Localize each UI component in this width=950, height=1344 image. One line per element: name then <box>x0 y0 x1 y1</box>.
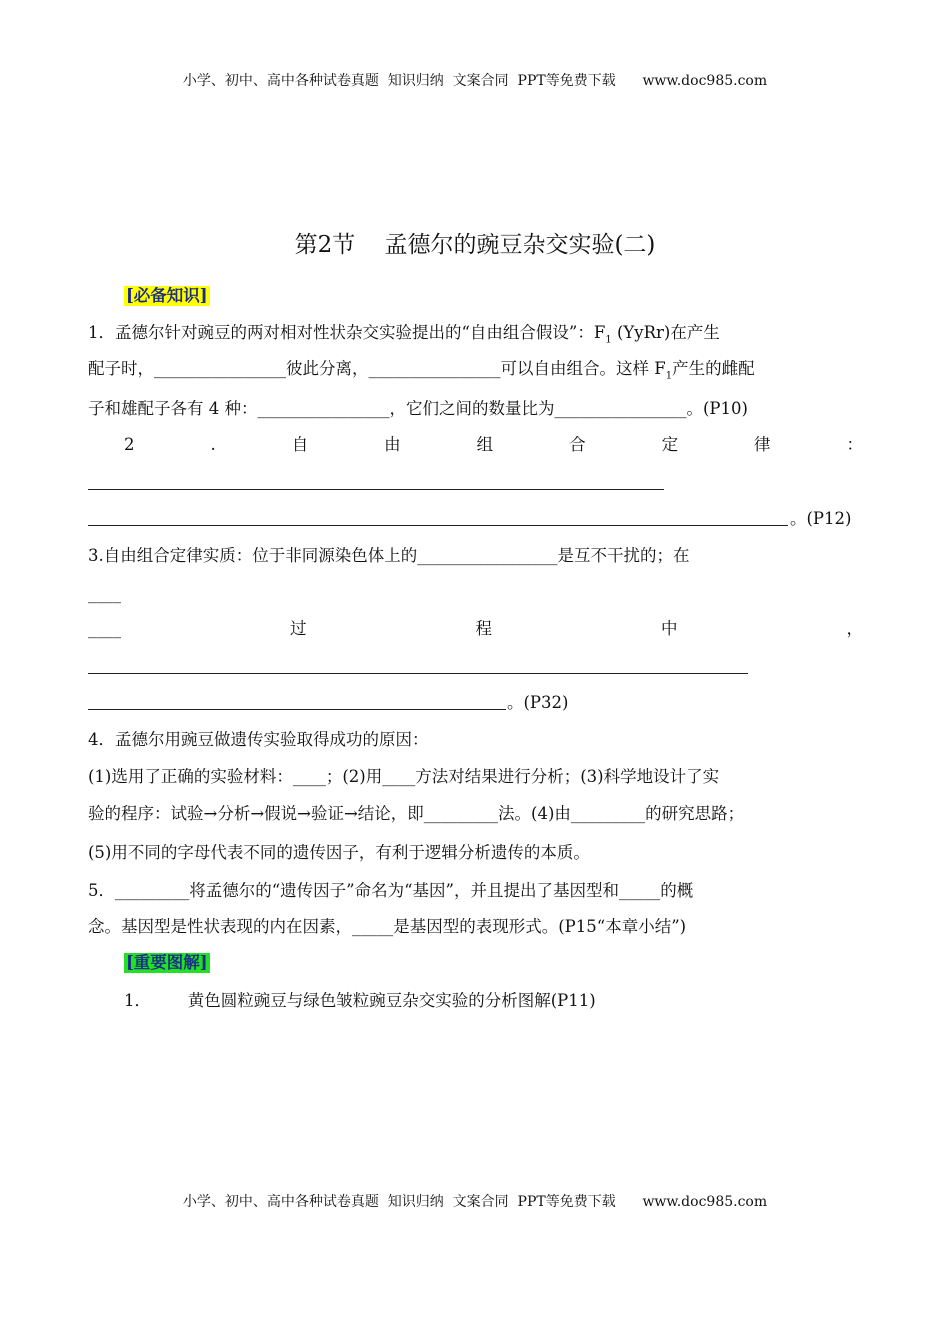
q2-page-ref: 。(P12) <box>790 509 852 528</box>
q4-line-4: (5)用不同的字母代表不同的遗传因子，有利于逻辑分析遗传的本质。 <box>88 843 590 862</box>
q3-line-2: ____ <box>88 584 121 603</box>
q5-line-2: 念。基因型是性状表现的内在因素，_____是基因型的表现形式。(P15“本章小结”) <box>88 917 687 936</box>
q3-line-3: ____ 过 程 中 ， <box>88 619 863 638</box>
q4-line-2: (1)选用了正确的实验材料：____；(2)用____方法对结果进行分析；(3)科学地设计了实 <box>88 767 720 786</box>
page-footer: 小学、初中、高中各种试卷真题 知识归纳 文案合同 PPT等免费下载 www.doc985.com <box>182 1194 768 1210</box>
q3-answer-blank-1[interactable] <box>88 673 748 674</box>
q2-answer-blank-1[interactable] <box>88 489 664 490</box>
q5-line-1: 5．_________将孟德尔的“遗传因子”命名为“基因”，并且提出了基因型和_____的概 <box>88 881 694 900</box>
section-label-required-knowledge: [必备知识] <box>126 286 208 305</box>
q1-line-2: 配子时，________________彼此分离，________________可以自由组合。这样 $F_1$产生的雌配 <box>88 359 755 382</box>
page-title: 第2节 孟德尔的豌豆杂交实验(二) <box>294 232 656 258</box>
page-header: 小学、初中、高中各种试卷真题 知识归纳 文案合同 PPT等免费下载 www.doc985.com <box>182 73 768 89</box>
q3-page-ref: 。(P32) <box>507 693 569 712</box>
section-label-key-diagrams: [重要图解] <box>126 953 208 972</box>
q2-heading: 2 . 自 由 组 合 定 律 ： <box>124 435 863 454</box>
q2-answer-blank-2[interactable] <box>88 525 788 526</box>
q1-line-3: 子和雄配子各有 4 种：________________，它们之间的数量比为________________。(P10) <box>88 399 748 418</box>
q4-line-1: 4．孟德尔用豌豆做遗传实验取得成功的原因： <box>88 730 429 749</box>
q4-line-3: 验的程序：试验→分析→假说→验证→结论，即_________法。(4)由_________的研究思路； <box>88 804 745 823</box>
diagram-1-caption: 1． 黄色圆粒豌豆与绿色皱粒豌豆杂交实验的分析图解(P11) <box>124 991 596 1010</box>
q3-line-1: 3.自由组合定律实质：位于非同源染色体上的_________________是互不干扰的；在 <box>88 546 690 565</box>
q1-line-1: 1．孟德尔针对豌豆的两对相对性状杂交实验提出的“自由组合假设”：$F_1$ (YyRr)在产生 <box>88 323 720 346</box>
q3-answer-blank-2[interactable] <box>88 709 506 710</box>
